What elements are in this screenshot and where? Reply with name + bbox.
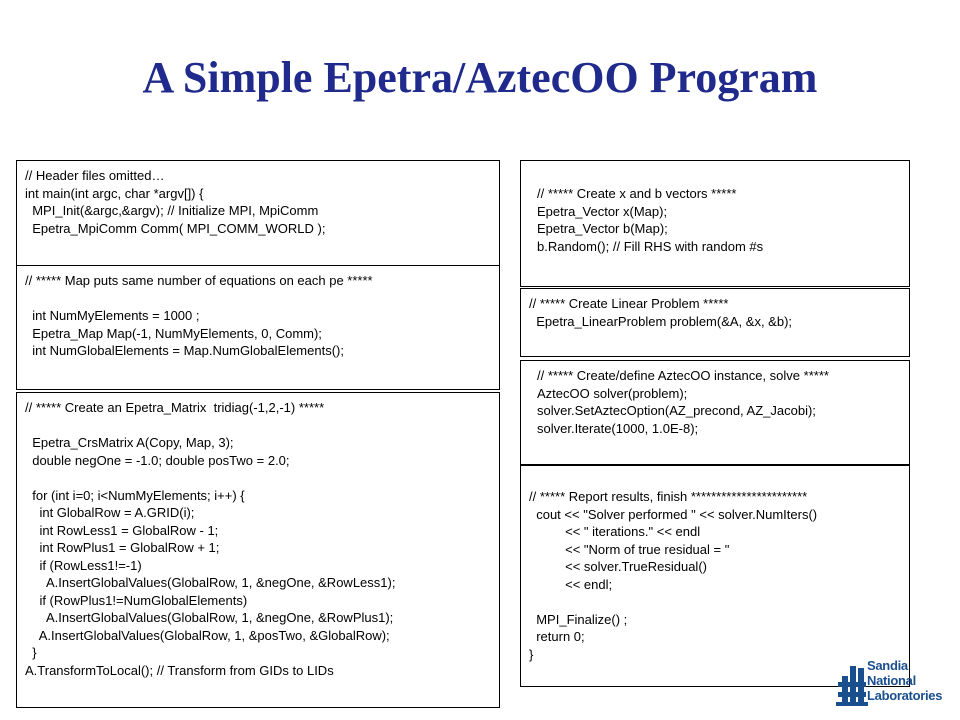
code-line: int RowPlus1 = GlobalRow + 1; — [25, 540, 220, 555]
logo-line-3: Laboratories — [867, 688, 943, 703]
code-line: for (int i=0; i<NumMyElements; i++) { — [25, 487, 245, 503]
code-line — [25, 417, 499, 435]
code-line: Epetra_Vector b(Map); — [537, 221, 668, 236]
logo-line-1: Sandia — [867, 658, 908, 673]
code-box-vectors — [520, 160, 910, 287]
code-line: return 0; — [529, 629, 585, 644]
code-line: MPI_Finalize() ; — [529, 611, 628, 627]
code-line: A.InsertGlobalValues(GlobalRow, 1, &posTwo, &GlobalRow); — [25, 627, 390, 643]
code-line: cout << "Solver performed " << solver.NumIters() — [529, 506, 818, 522]
code-line: A.InsertGlobalValues(GlobalRow, 1, &negOne, &RowPlus1); — [25, 610, 394, 625]
slide-title: A Simple Epetra/AztecOO Program — [142, 53, 818, 102]
code-line: double negOne = -1.0; double posTwo = 2.0; — [25, 452, 290, 468]
code-line: Epetra_MpiComm Comm( MPI_COMM_WORLD ); — [25, 220, 326, 236]
code-line: } — [25, 645, 37, 660]
code-line: Epetra_LinearProblem problem(&A, &x, &b); — [529, 313, 793, 329]
code-line: int GlobalRow = A.GRID(i); — [25, 505, 195, 520]
code-line: // ***** Create/define AztecOO instance, solve ***** — [537, 368, 829, 383]
code-line: b.Random(); // Fill RHS with random #s — [537, 238, 764, 254]
code-line: A.TransformToLocal(); // Transform from GIDs to LIDs — [25, 662, 334, 678]
code-line: int NumMyElements = 1000 ; — [25, 308, 200, 323]
code-line: // ***** Create an Epetra_Matrix tridiag(-1,2,-1) ***** — [25, 400, 325, 415]
code-line: int main(int argc, char *argv[]) { — [25, 185, 204, 201]
code-line: // ***** Create x and b vectors ***** — [537, 186, 737, 201]
code-line: solver.SetAztecOption(AZ_precond, AZ_Jacobi); — [537, 403, 816, 418]
code-line: A.InsertGlobalValues(GlobalRow, 1, &negOne, &RowLess1); — [25, 575, 396, 590]
code-line: // Header files omitted… — [25, 168, 165, 183]
code-line: int RowLess1 = GlobalRow - 1; — [25, 522, 219, 538]
code-line: if (RowLess1!=-1) — [25, 557, 142, 573]
code-line — [529, 593, 909, 611]
code-line: // ***** Report results, finish *********************** — [529, 489, 808, 504]
code-box-matrix — [16, 392, 500, 708]
code-line: // ***** Create Linear Problem ***** — [529, 296, 729, 311]
code-line: << solver.TrueResidual() — [529, 559, 707, 574]
code-line: << " iterations." << endl — [529, 524, 701, 539]
code-line: << "Norm of true residual = " — [529, 541, 730, 557]
sandia-logo-text — [867, 658, 942, 703]
code-line: Epetra_Vector x(Map); — [537, 203, 668, 219]
code-box-header — [16, 160, 500, 266]
code-line: if (RowPlus1!=NumGlobalElements) — [25, 592, 248, 608]
code-line: Epetra_CrsMatrix A(Copy, Map, 3); — [25, 435, 234, 450]
code-box-map — [16, 265, 500, 390]
code-line: solver.Iterate(1000, 1.0E-8); — [537, 420, 699, 436]
code-line: Epetra_Map Map(-1, NumMyElements, 0, Comm); — [25, 325, 322, 341]
code-line — [25, 469, 499, 487]
code-box-linear-problem — [520, 288, 910, 357]
logo-line-2: National — [867, 673, 916, 688]
code-line: // ***** Map puts same number of equations on each pe ***** — [25, 273, 373, 288]
code-line — [25, 290, 499, 308]
code-line: int NumGlobalElements = Map.NumGlobalElements(); — [25, 343, 344, 358]
code-line: << endl; — [529, 576, 613, 592]
code-line: } — [529, 646, 534, 662]
code-line: AztecOO solver(problem); — [537, 385, 688, 401]
code-box-solver — [520, 360, 910, 465]
code-line: MPI_Init(&argc,&argv); // Initialize MPI, MpiComm — [25, 203, 319, 218]
